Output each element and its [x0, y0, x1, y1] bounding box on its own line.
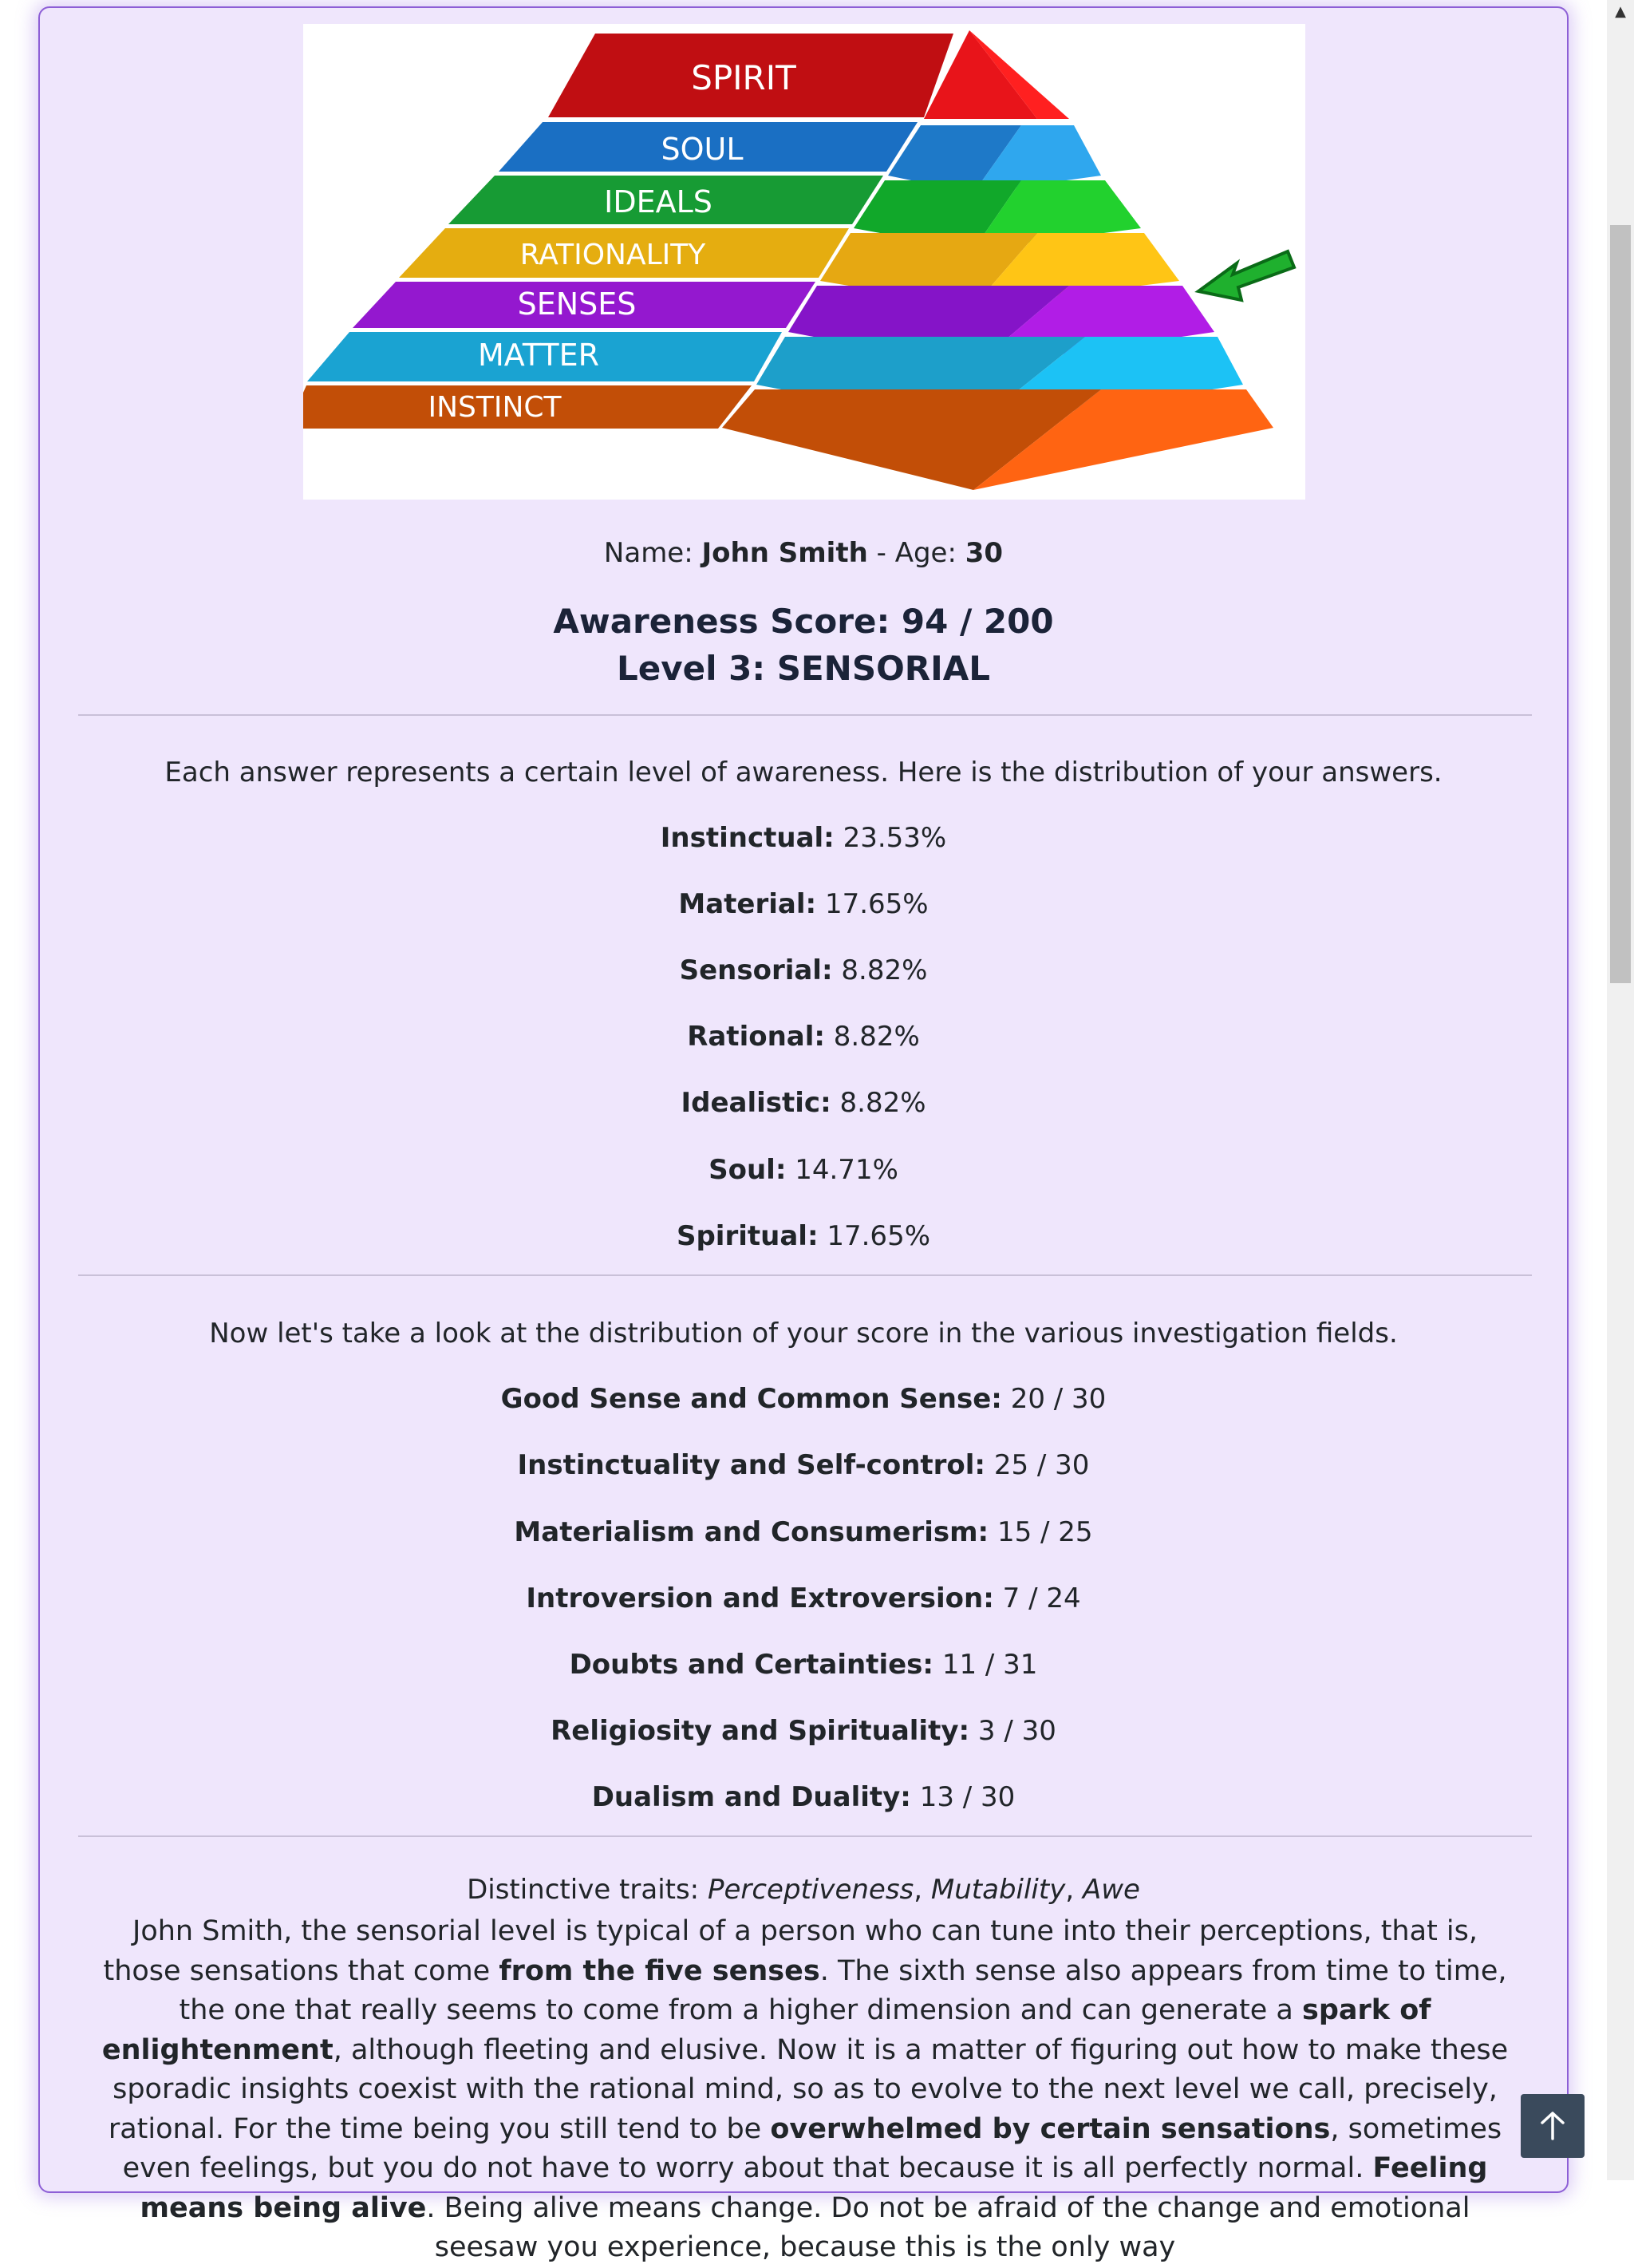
answer-stat-sensorial: Sensorial: 8.82%: [679, 954, 928, 986]
awareness-pyramid-image: [303, 24, 1305, 500]
pyramid-label-senses: SENSES: [517, 286, 637, 322]
pointer-arrow-icon: [1198, 251, 1294, 300]
field-stat-good-sense: Good Sense and Common Sense: 20 / 30: [500, 1383, 1107, 1415]
profile-line: [40, 537, 1567, 569]
field-stat-introversion: Introversion and Extroversion: 7 / 24: [526, 1582, 1081, 1614]
answer-stat-material: Material: 17.65%: [678, 888, 929, 920]
pyramid-label-matter: MATTER: [478, 338, 599, 373]
trait: Perceptiveness: [707, 1874, 914, 1906]
pyramid-label-ideals: IDEALS: [604, 184, 712, 219]
scroll-thumb[interactable]: [1610, 225, 1631, 983]
profile-name: John Smith: [701, 537, 868, 569]
pyramid-label-spirit: SPIRIT: [691, 58, 796, 97]
age-label: Age:: [894, 537, 957, 569]
field-stat-dualism: Dualism and Duality: 13 / 30: [591, 1781, 1016, 1813]
divider: [78, 1835, 1532, 1837]
pyramid-label-soul: SOUL: [661, 132, 744, 167]
arrow-up-icon: [1539, 2110, 1566, 2142]
profile-separator: -: [876, 537, 886, 569]
back-to-top-button[interactable]: [1521, 2094, 1585, 2158]
pyramid-label-instinct: INSTINCT: [428, 391, 562, 424]
divider: [78, 1274, 1532, 1276]
trait: Awe: [1082, 1874, 1140, 1906]
answer-stat-spiritual: Spiritual: 17.65%: [676, 1220, 931, 1252]
field-stat-doubts: Doubts and Certainties: 11 / 31: [569, 1649, 1038, 1681]
field-stat-religiosity: Religiosity and Spirituality: 3 / 30: [551, 1715, 1056, 1747]
answer-stat-idealistic: Idealistic: 8.82%: [681, 1087, 926, 1119]
pyramid-label-rationality: RATIONALITY: [519, 239, 706, 271]
name-label: Name:: [603, 537, 693, 569]
level-description: John Smith, the sensorial level is typical of a person who can tune into their perceptions, that is, those sensations that come from the five senses. The sixth sense also appears from time to time, the one that really seems to come from a higher dimension and can generate a spark of enlightenment, although fleeting and elusive. Now it is a matter of figuring out how to make these sporadic insights coexist with the rational mind, so as to evolve to the next level we call, precisely, rational. For the time being you still tend to be overwhelmed by certain sensations, sometimes even feelings, but you do not have to worry about that because it is all perfectly normal. Feeling means being alive. Being alive means change. Do not be afraid of the change and emotional seesaw you experience, because this is the only way: [101, 1915, 1509, 2263]
trait: Mutability: [930, 1874, 1066, 1906]
distinctive-traits: Distinctive traits: Perceptiveness, Mutability, Awe: [467, 1874, 1140, 1906]
awareness-level: Level 3: SENSORIAL: [616, 649, 991, 688]
profile-age: 30: [965, 537, 1004, 569]
answer-stat-rational: Rational: 8.82%: [687, 1021, 920, 1053]
awareness-score: Awareness Score: 94 / 200: [553, 602, 1054, 641]
divider: [78, 714, 1532, 716]
result-card: [38, 6, 1569, 2263]
field-stat-instinctuality: Instinctuality and Self-control: 25 / 30: [517, 1449, 1090, 1481]
answers-intro: Each answer represents a certain level of awareness. Here is the distribution of your answers.: [164, 757, 1443, 788]
field-stat-materialism: Materialism and Consumerism: 15 / 25: [514, 1516, 1093, 1548]
scroll-up-arrow-icon[interactable]: ▲: [1615, 3, 1626, 20]
answer-stat-soul: Soul: 14.71%: [708, 1154, 898, 1186]
answer-stat-instinctual: Instinctual: 23.53%: [660, 822, 947, 854]
fields-intro: Now let's take a look at the distribution of your score in the various investigation fields.: [209, 1318, 1398, 1349]
